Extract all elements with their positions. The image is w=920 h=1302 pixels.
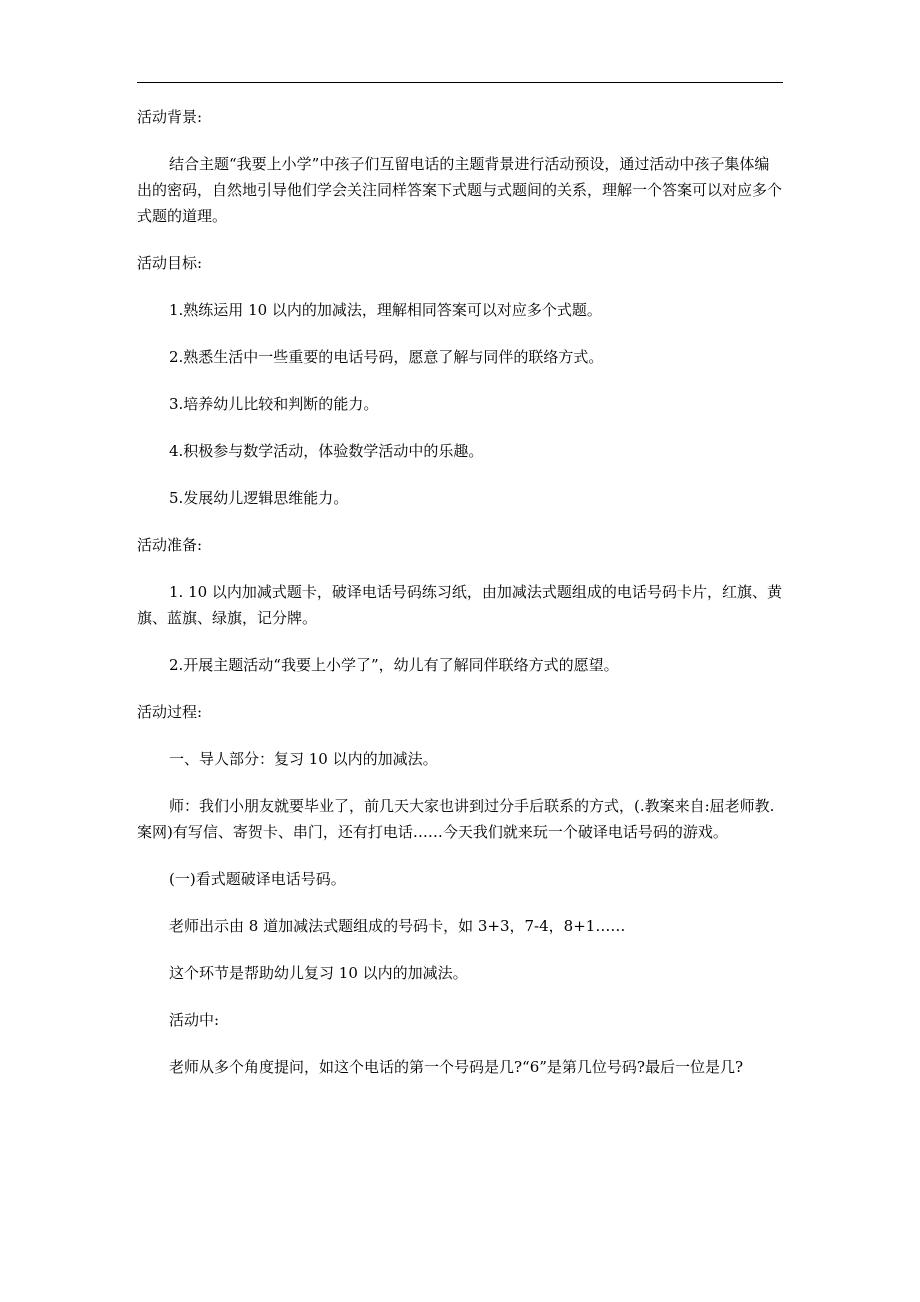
goal-item-2: 2.熟悉生活中一些重要的电话号码，愿意了解与同伴的联络方式。 <box>169 348 604 366</box>
preparation-item-1: 1. 10 以内加减式题卡，破译电话号码练习纸，由加减法式题组成的电话号码卡片，红旗、黄旗、蓝旗、绿旗，记分牌。 <box>137 583 782 627</box>
process-subsection-1: (一)看式题破译电话号码。 <box>169 870 346 888</box>
heading-background: 活动背景: <box>137 108 203 126</box>
heading-preparation: 活动准备: <box>137 536 203 554</box>
process-card-example: 老师出示由 8 道加减法式题组成的号码卡，如 3+3，7-4，8+1…… <box>169 917 626 935</box>
process-purpose: 这个环节是帮助幼儿复习 10 以内的加减法。 <box>169 964 468 982</box>
paragraph-background: 结合主题“我要上小学”中孩子们互留电话的主题背景进行活动预设，通过活动中孩子集体编出的密码，自然地引导他们学会关注同样答案下式题与式题间的关系，理解一个答案可以对应多个式题的道理。 <box>137 155 783 225</box>
heading-goals: 活动目标: <box>137 254 203 272</box>
preparation-item-2: 2.开展主题活动“我要上小学了”，幼儿有了解同伴联络方式的愿望。 <box>169 656 619 674</box>
goal-item-3: 3.培养幼儿比较和判断的能力。 <box>169 395 379 413</box>
goal-item-4: 4.积极参与数学活动，体验数学活动中的乐趣。 <box>169 442 484 460</box>
document-body <box>137 104 783 1080</box>
process-teacher-intro: 师：我们小朋友就要毕业了，前几天大家也讲到过分手后联系的方式，(.教案来自:屈老师教.案网)有写信、寄贺卡、串门，还有打电话……今天我们就来玩一个破译电话号码的游戏。 <box>137 797 775 841</box>
goal-item-1: 1.熟练运用 10 以内的加减法，理解相同答案可以对应多个式题。 <box>169 301 602 319</box>
process-teacher-questions: 老师从多个角度提问，如这个电话的第一个号码是几?“6”是第几位号码?最后一位是几? <box>169 1058 744 1076</box>
header-rule <box>137 82 783 83</box>
process-during-activity: 活动中: <box>169 1011 220 1029</box>
heading-process: 活动过程: <box>137 703 203 721</box>
goal-item-5: 5.发展幼儿逻辑思维能力。 <box>169 489 349 507</box>
process-section-1: 一、导人部分：复习 10 以内的加减法。 <box>169 750 438 768</box>
